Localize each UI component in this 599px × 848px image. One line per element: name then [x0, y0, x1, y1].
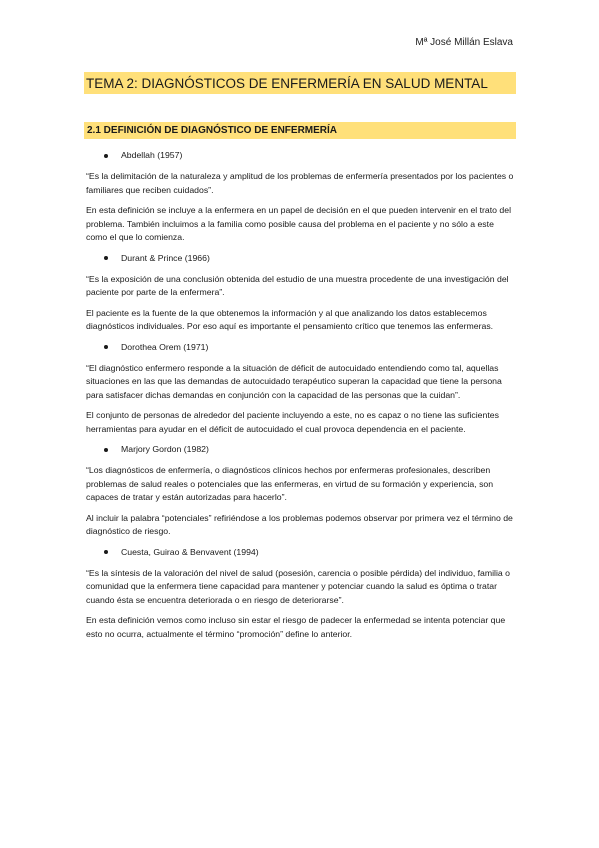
- definition-quote: “Es la síntesis de la valoración del nivel de salud (posesión, carencia o posible pérdida) del individuo, familia o comunidad que la enfermera tiene capacidad para mantener y potenciar cuando la salud es óptima o tratar cuando ésta se encuentra deteriorada o en riesgo de deteriorarse”.: [86, 567, 510, 605]
- definition-comment: En esta definición se incluye a la enfermera en un papel de decisión en el que pueden intervenir en el trato del problema. También incluimos a la familia como posible causa del problema en el paciente y no sólo a este como el que lo comienza.: [86, 205, 512, 242]
- content-body: [86, 149, 516, 648]
- bullet-icon: [104, 154, 108, 158]
- definition-quote: “Es la exposición de una conclusión obtenida del estudio de una muestra procedente de una investigación del paciente por parte de la enfermera”.: [86, 273, 509, 297]
- definition-quote: “Es la delimitación de la naturaleza y amplitud de los problemas de enfermería presentados por los pacientes o familiares que reciben cuidados”.: [86, 171, 514, 195]
- definition-author: Cuesta, Guirao & Benvavent (1994): [121, 546, 259, 557]
- title-highlight: [84, 72, 516, 94]
- definition-comment: En esta definición vemos como incluso sin estar el riesgo de padecer la enfermedad se intenta potenciar que esto no ocurra, actualmente el término “promoción” define lo anterior.: [86, 615, 506, 639]
- definition-comment: El paciente es la fuente de la que obtenemos la información y al que analizando los datos establecemos diagnósticos individuales. Por eso aquí es importante el pensamiento crítico que tenemos las enfermeras.: [86, 307, 494, 331]
- definition-author-item: [86, 252, 516, 265]
- definition-author-item: [86, 149, 516, 162]
- section-title: 2.1 DEFINICIÓN DE DIAGNÓSTICO DE ENFERMERÍA: [87, 125, 338, 136]
- bullet-icon: [104, 448, 108, 452]
- document-title: TEMA 2: DIAGNÓSTICOS DE ENFERMERÍA EN SALUD MENTAL: [86, 75, 488, 91]
- definition-author: Abdellah (1957): [121, 150, 183, 160]
- definition-author-item: [86, 341, 516, 354]
- definition-author-item: [86, 546, 516, 559]
- bullet-icon: [104, 256, 108, 260]
- section-highlight: [84, 122, 516, 139]
- definition-comment: Al incluir la palabra “potenciales” refiriéndose a los problemas podemos observar por primera vez el término de diagnóstico de riesgo.: [86, 512, 513, 536]
- definition-comment: El conjunto de personas de alrededor del paciente incluyendo a este, no es capaz o no tiene las suficientes herramientas para ayudar en el déficit de autocuidado el cual provoca dependencia en el paciente.: [86, 410, 499, 434]
- definition-author-item: [86, 443, 516, 456]
- definition-quote: “Los diagnósticos de enfermería, o diagnósticos clínicos hechos por enfermeras profesionales, describen problemas de salud reales o potenciales que las enfermeras, en virtud de su formación y experiencia, son capaces de tratar y están autorizadas para hacerlo”.: [86, 465, 494, 502]
- definition-quote: “El diagnóstico enfermero responde a la situación de déficit de autocuidado entendiendo como tal, aquellas situaciones en las que las demandas de autocuidado terapéutico superan la capacidad que tiene la persona para satisfacer dichas demandas en conjunción con la capacidad de las personas que la cuidan”.: [86, 362, 502, 400]
- header-author: Mª José Millán Eslava: [415, 37, 513, 48]
- bullet-icon: [104, 345, 108, 349]
- bullet-icon: [104, 550, 108, 554]
- definition-author: Durant & Prince (1966): [121, 252, 210, 263]
- definition-author: Dorothea Orem (1971): [121, 341, 209, 352]
- definition-author: Marjory Gordon (1982): [121, 444, 209, 454]
